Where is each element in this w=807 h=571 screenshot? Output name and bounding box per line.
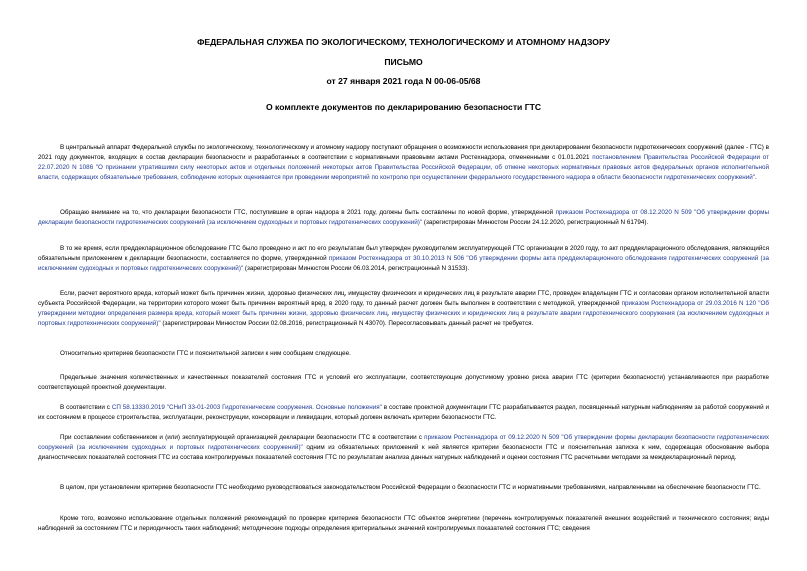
paragraph-9: В целом, при установлении критериев безопасности ГТС необходимо руководствоваться законодательством Российской Федерации о безопасности ГТС и нормативными требованиями, направленными на обеспечение безопасности ГТС. — [60, 484, 761, 491]
order-120-link[interactable]: приказом Ростехнадзора от 29.03.2016 N 120 "Об утверждении методики определения размера вреда, который может быть причинен жизни, здоровью физических лиц, имуществу физических и юридических лиц в результате аварии гидротехнического сооружения (за исключением судоходных и портовых гидротехнических сооружений)" — [38, 300, 769, 327]
paragraph-text: (зарегистрирован Минюстом России 24.12.2020, регистрационный N 61794). — [422, 219, 649, 226]
order-509-link[interactable]: приказом Ростехнадзора от 08.12.2020 N 509 "Об утверждении формы декларации безопасности гидротехнических сооружений (за исключением судоходных и портовых гидротехнических сооружений)" — [38, 209, 769, 226]
document-subject: О комплекте документов по декларированию безопасности ГТС — [265, 102, 542, 112]
document-date-number: от 27 января 2021 года N 00-06-05/68 — [326, 76, 481, 86]
paragraph-text: В центральный аппарат Федеральной службы по экологическому, технологическому и атомному надзору поступают обращения о возможности использования при декларировании безопасности гидротехнических сооружений (далее - ГТС) в 2021 году документов, входящих в состав декларации безопасности и разработанных в соответствии с нормативными правовыми актами Ростехнадзора, отмененными с 01.01.2021 — [38, 144, 769, 161]
paragraph-3 — [38, 244, 769, 274]
resolution-1086-link[interactable]: постановлением Правительства Российской Федерации от 22.07.2020 N 1086 "О признании утратившими силу некоторых актов и отдельных положений некоторых актов Правительства Российской Федерации, об отмене некоторых нормативных правовых актов федеральных органов исполнительной власти, содержащих обязательные требования, соблюдение которых оценивается при проведении мероприятий по контролю при осуществлении федерального государственного надзора в области безопасности гидротехнических сооружений" — [38, 154, 769, 181]
order-506-link[interactable]: приказом Ростехнадзора от 30.10.2013 N 506 "Об утверждении формы акта преддекларационного обследования гидротехнических сооружений (за исключением судоходных и портовых гидротехнических сооружений)" — [38, 255, 769, 272]
paragraph-text: (зарегистрирован Минюстом России 02.08.2016, регистрационный N 43070). Пересогласовывать данный расчет не требуется. — [160, 320, 534, 327]
paragraph-text: В то же время, если преддекларационное обследование ГТС было проведено и акт по его результатам был утвержден руководителем эксплуатирующей ГТС организации в 2020 году, то акт преддекларационного обследования, являющийся обязательным приложением к декларации безопасности, составляется по форме, утвержденной — [38, 245, 769, 262]
order-509-link-2[interactable]: приказом Ростехнадзора от 09.12.2020 N 509 "Об утверждении формы декларации безопасности гидротехнических сооружений (за исключением судоходных и портовых гидротехнических сооружений)" — [38, 434, 769, 451]
paragraph-text: Обращаю внимание на то, что декларации безопасности ГТС, поступившие в орган надзора в 2021 году, должны быть составлены по новой форме, утвержденной — [60, 209, 556, 216]
document-type: ПИСЬМО — [384, 57, 423, 67]
paragraph-4 — [38, 289, 769, 329]
paragraph-text: (зарегистрирован Минюстом России 06.03.2014, регистрационный N 31533). — [243, 265, 470, 272]
paragraph-2 — [38, 208, 769, 228]
paragraph-8 — [38, 433, 769, 463]
paragraph-6: Предельные значения количественных и качественных показателей состояния ГТС и условий его эксплуатации, соответствующие допустимому уровню риска аварии ГТС (критерии безопасности) устанавливаются при разработке соответствующей проектной документации. — [38, 374, 769, 391]
paragraph-text: При составлении собственником и (или) эксплуатирующей организацией декларации безопасности ГТС в соответствии с — [60, 434, 425, 441]
agency-title: ФЕДЕРАЛЬНАЯ СЛУЖБА ПО ЭКОЛОГИЧЕСКОМУ, ТЕХНОЛОГИЧЕСКОМУ И АТОМНОМУ НАДЗОРУ — [197, 37, 610, 47]
paragraph-text: В соответствии с — [60, 404, 112, 411]
paragraph-1 — [38, 143, 769, 183]
paragraph-7 — [38, 403, 769, 423]
paragraph-text: . — [755, 174, 757, 181]
sp-58-link[interactable]: СП 58.13330.2019 "СНиП 33-01-2003 Гидротехнические сооружения. Основные положения" — [111, 404, 382, 411]
paragraph-5: Относительно критериев безопасности ГТС и пояснительной записки к ним сообщаем следующее. — [60, 350, 351, 357]
paragraph-text: Если, расчет вероятного вреда, который может быть причинен жизни, здоровью физических лиц, имуществу физических и юридических лиц в результате аварии ГТС, проведен владельцем ГТС и согласован органом исполнительной власти субъекта Российской Федерации, на территории которого может быть причинен вероятный вред, в 2020 году, то данный расчет должен быть выполнен в соответствии с методикой, утвержденной — [38, 290, 769, 307]
paragraph-text: одним из обязательных приложений к ней является критерии безопасности ГТС и пояснительная записка к ним, содержащая обоснование выбора диагностических показателей состояния ГТС из состава контролируемых показателей состояния ГТС по результатам анализа данных натурных наблюдений и оценки состояния ГТС расчетными методами за междекларационный период. — [38, 444, 769, 461]
paragraph-10: Кроме того, возможно использование отдельных положений рекомендаций по проверке критериев безопасности ГТС объектов энергетики (перечень контролируемых показателей внешних воздействий и технического состояния; виды наблюдений за состоянием ГТС и периодичность таких наблюдений; методические подходы определения критериальных значений контролируемых показателей состояния ГТС; сведения — [38, 515, 769, 532]
paragraph-text: в составе проектной документации ГТС разрабатывается раздел, посвященный натурным наблюдениям за работой сооружений и их состоянием в процессе строительства, эксплуатации, реконструкции, консервации и ликвидации, который должен включать критерии безопасности ГТС. — [38, 404, 770, 421]
